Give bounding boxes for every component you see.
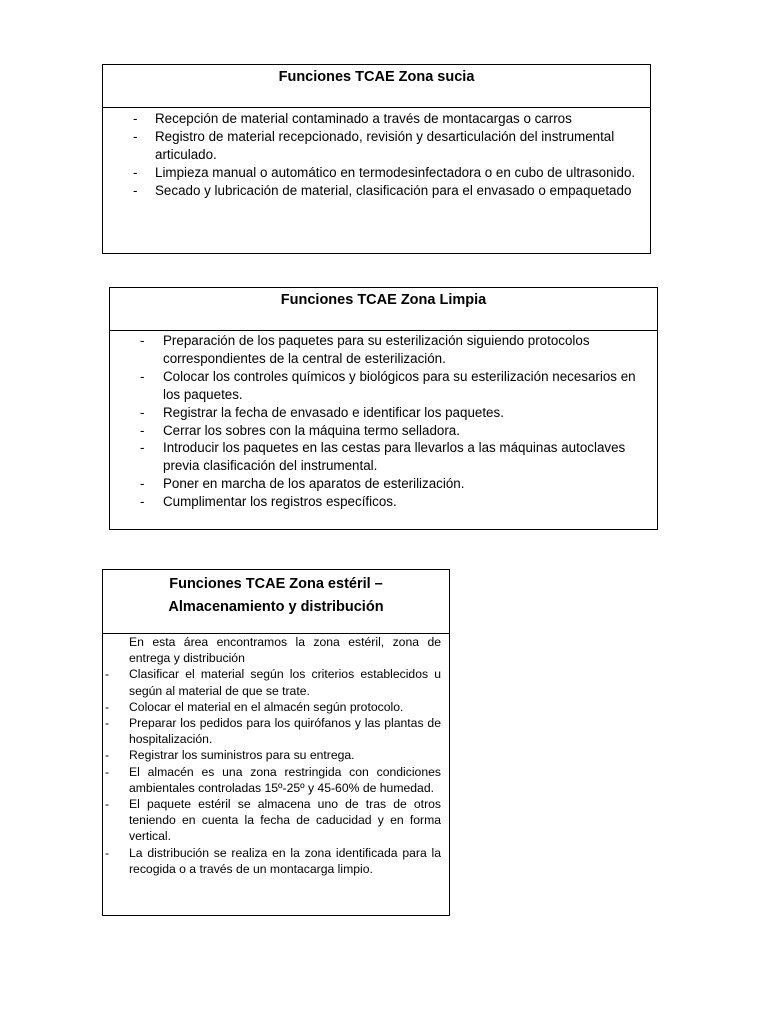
section-title: Funciones TCAE Zona sucia (103, 65, 650, 108)
section-zona-sucia (102, 64, 651, 254)
bullet-dash: - (133, 129, 138, 144)
bullet-dash: - (105, 716, 110, 731)
list-item: - Introducir los paquetes en las cestas para llevarlos a las máquinas autoclaves previa clasificación del instrumental. (140, 440, 626, 474)
section-title-line-2: Almacenamiento y distribución (168, 599, 384, 615)
bullet-dash: - (140, 333, 145, 348)
list-item: - Recepción de material contaminado a través de montacargas o carros (133, 111, 572, 126)
bullet-dash: - (105, 748, 110, 763)
list-item: - El paquete estéril se almacena uno de tras de otros teniendo en cuenta la fecha de caducidad y en forma vertical. (105, 797, 441, 844)
section-title-line-1: Funciones TCAE Zona estéril – (169, 576, 383, 592)
bullet-dash: - (105, 699, 110, 714)
list-item: - Poner en marcha de los aparatos de esterilización. (140, 476, 465, 492)
section-title: Funciones TCAE Zona Limpia (110, 288, 657, 331)
list-item: - Preparar los pedidos para los quirófanos y las plantas de hospitalización. (105, 716, 441, 747)
section-zona-esteril (102, 569, 450, 916)
bullet-dash: - (133, 165, 138, 180)
list-item: - Colocar el material en el almacén según protocolo. (105, 699, 404, 714)
bullet-dash: - (140, 368, 145, 384)
bullet-dash: - (105, 667, 110, 682)
bullet-dash: - (105, 797, 110, 812)
function-list (103, 108, 650, 200)
list-item: - Cerrar los sobres con la máquina termo selladora. (140, 422, 460, 438)
bullet-dash: - (140, 476, 145, 492)
list-item: - Registrar los suministros para su entrega. (105, 748, 355, 763)
function-list (110, 331, 657, 511)
list-item: - Limpieza manual o automático en termodesinfectadora o en cubo de ultrasonido. (133, 165, 636, 180)
bullet-dash: - (105, 764, 110, 779)
bullet-dash: - (133, 183, 138, 198)
section-title (103, 570, 449, 634)
section-zona-limpia (109, 287, 658, 530)
bullet-dash: - (140, 494, 145, 510)
list-item: - La distribución se realiza en la zona identificada para la recogida o a través de un montacarga limpio. (105, 845, 441, 876)
section-intro: En esta área encontramos la zona estéril, zona de entrega y distribución (129, 635, 441, 666)
bullet-dash: - (105, 845, 110, 860)
bullet-dash: - (133, 111, 138, 126)
list-item: - Colocar los controles químicos y biológicos para su esterilización necesarios en los paquetes. (140, 368, 636, 402)
list-item: - Registrar la fecha de envasado e identificar los paquetes. (140, 404, 504, 420)
list-item: - Cumplimentar los registros específicos. (140, 494, 397, 510)
list-item: - Secado y lubricación de material, clasificación para el envasado o empaquetado (133, 183, 632, 198)
bullet-dash: - (140, 404, 145, 420)
list-item: - Registro de material recepcionado, revisión y desarticulación del instrumental articulado. (133, 129, 615, 162)
function-list (103, 666, 449, 877)
bullet-dash: - (140, 440, 145, 456)
list-item: - Preparación de los paquetes para su esterilización siguiendo protocolos correspondientes de la central de esterilización. (140, 333, 590, 366)
list-item: - El almacén es una zona restringida con condiciones ambientales controladas 15º-25º y 45-60% de humedad. (105, 764, 441, 795)
bullet-dash: - (140, 422, 145, 438)
list-item: - Clasificar el material según los criterios establecidos u según al material de que se trate. (105, 667, 441, 698)
